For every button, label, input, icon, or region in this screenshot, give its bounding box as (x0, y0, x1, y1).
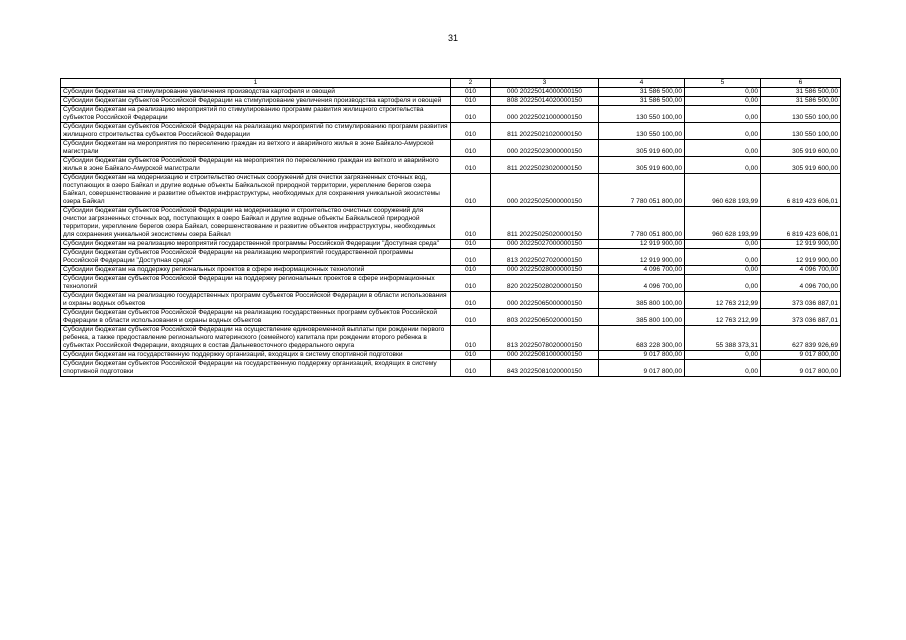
row-col6: 373 036 887,01 (761, 309, 841, 326)
row-col2: 010 (451, 351, 491, 360)
table-row (61, 123, 841, 140)
row-name: Субсидии бюджетам на поддержку региональных проектов в сфере информационных технологий (61, 266, 451, 275)
row-col5: 0,00 (685, 275, 761, 292)
row-col4: 130 550 100,00 (599, 123, 685, 140)
row-col4: 385 800 100,00 (599, 292, 685, 309)
row-col2: 010 (451, 249, 491, 266)
row-col4: 130 550 100,00 (599, 106, 685, 123)
row-col5: 0,00 (685, 360, 761, 377)
row-col4: 7 780 051 800,00 (599, 174, 685, 207)
row-col5: 55 388 373,31 (685, 326, 761, 351)
table-row (61, 174, 841, 207)
row-col5: 0,00 (685, 351, 761, 360)
row-col4: 385 800 100,00 (599, 309, 685, 326)
row-col5: 12 763 212,99 (685, 292, 761, 309)
table-row (61, 292, 841, 309)
row-code: 811 20225023020000150 (491, 157, 599, 174)
header-col-6: 6 (761, 79, 841, 88)
table-row (61, 266, 841, 275)
row-col5: 0,00 (685, 240, 761, 249)
row-code: 000 20225023000000150 (491, 140, 599, 157)
table-row (61, 157, 841, 174)
row-col2: 010 (451, 292, 491, 309)
row-code: 000 20225021000000150 (491, 106, 599, 123)
row-col4: 4 096 700,00 (599, 266, 685, 275)
header-col-5: 5 (685, 79, 761, 88)
row-col5: 0,00 (685, 157, 761, 174)
row-code: 000 20225027000000150 (491, 240, 599, 249)
row-col5: 960 628 193,99 (685, 174, 761, 207)
row-name: Субсидии бюджетам на государственную поддержку организаций, входящих в систему спортивной подготовки (61, 351, 451, 360)
row-col5: 0,00 (685, 106, 761, 123)
row-col4: 31 586 500,00 (599, 97, 685, 106)
table-row (61, 140, 841, 157)
row-code: 811 20225025020000150 (491, 207, 599, 240)
row-code: 811 20225021020000150 (491, 123, 599, 140)
row-name: Субсидии бюджетам субъектов Российской Федерации на мероприятия по переселению граждан из ветхого и аварийного жилья в зоне Байкало-Амурской магистрали (61, 157, 451, 174)
row-name: Субсидии бюджетам субъектов Российской Федерации на поддержку региональных проектов в сфере информационных технологий (61, 275, 451, 292)
row-name: Субсидии бюджетам субъектов Российской Федерации на стимулирование увеличения производства картофеля и овощей (61, 97, 451, 106)
row-col6: 31 586 500,00 (761, 88, 841, 97)
row-col5: 0,00 (685, 123, 761, 140)
row-col5: 0,00 (685, 88, 761, 97)
row-col2: 010 (451, 326, 491, 351)
row-col2: 010 (451, 309, 491, 326)
row-code: 803 20225065020000150 (491, 309, 599, 326)
row-col4: 305 919 600,00 (599, 157, 685, 174)
row-col5: 0,00 (685, 266, 761, 275)
table-row (61, 249, 841, 266)
row-name: Субсидии бюджетам субъектов Российской Федерации на реализацию государственных программ субъектов Российской Федерации в области использования и охраны водных объектов (61, 309, 451, 326)
row-code: 000 20225014000000150 (491, 88, 599, 97)
table-row (61, 275, 841, 292)
row-col4: 12 919 900,00 (599, 240, 685, 249)
row-col2: 010 (451, 97, 491, 106)
row-name: Субсидии бюджетам на стимулирование увеличения производства картофеля и овощей (61, 88, 451, 97)
row-col4: 12 919 900,00 (599, 249, 685, 266)
row-col2: 010 (451, 266, 491, 275)
row-code: 000 20225025000000150 (491, 174, 599, 207)
row-col6: 6 819 423 606,01 (761, 207, 841, 240)
row-col2: 010 (451, 140, 491, 157)
row-name: Субсидии бюджетам на реализацию государственных программ субъектов Российской Федерации в области использования и охраны водных объектов (61, 292, 451, 309)
row-col2: 010 (451, 88, 491, 97)
row-code: 000 20225081000000150 (491, 351, 599, 360)
row-col6: 4 096 700,00 (761, 266, 841, 275)
row-col5: 960 628 193,99 (685, 207, 761, 240)
table-body (61, 88, 841, 377)
header-row (61, 79, 841, 88)
row-name: Субсидии бюджетам на модернизацию и строительство очистных сооружений для очистки загрязненных сточных вод, поступающих в озеро Байкал и другие водные объекты Байкальской природной территории, укрепление берегов озера Байкал, совершенствование и развитие объектов инфраструктуры, необходимых для сохранения уникальной экосистемы озера Байкал (61, 174, 451, 207)
budget-table (60, 78, 841, 377)
row-col6: 6 819 423 606,01 (761, 174, 841, 207)
row-code: 813 20225078020000150 (491, 326, 599, 351)
row-col6: 12 919 900,00 (761, 249, 841, 266)
row-name: Субсидии бюджетам на мероприятия по переселению граждан из ветхого и аварийного жилья в зоне Байкало-Амурской магистрали (61, 140, 451, 157)
row-col6: 130 550 100,00 (761, 123, 841, 140)
row-name: Субсидии бюджетам субъектов Российской Федерации на модернизацию и строительство очистных сооружений для очистки загрязненных сточных вод, поступающих в озеро Байкал и другие водные объекты Байкальской природной территории, укрепление берегов озера Байкал, совершенствование и развитие объектов инфраструктуры, необходимых для сохранения уникальной экосистемы озера Байкал (61, 207, 451, 240)
row-col5: 0,00 (685, 249, 761, 266)
table-row (61, 309, 841, 326)
row-col2: 010 (451, 174, 491, 207)
row-code: 843 20225081020000150 (491, 360, 599, 377)
row-name: Субсидии бюджетам на реализацию мероприятий государственной программы Российской Федерации "Доступная среда" (61, 240, 451, 249)
table-row (61, 88, 841, 97)
row-name: Субсидии бюджетам субъектов Российской Федерации на осуществление единовременной выплаты при рождении первого ребенка, а также предоставление регионального материнского (семейного) капитала при рождении второго ребенка в субъектах Российской Федерации, входящих в состав Дальневосточного федерального округа (61, 326, 451, 351)
row-col5: 12 763 212,99 (685, 309, 761, 326)
row-col6: 305 919 600,00 (761, 157, 841, 174)
row-col6: 9 017 800,00 (761, 351, 841, 360)
row-col6: 31 586 500,00 (761, 97, 841, 106)
row-col6: 305 919 600,00 (761, 140, 841, 157)
row-code: 813 20225027020000150 (491, 249, 599, 266)
row-col6: 373 036 887,01 (761, 292, 841, 309)
table-header (61, 79, 841, 88)
row-code: 808 20225014020000150 (491, 97, 599, 106)
table-row (61, 106, 841, 123)
page-number: 31 (447, 33, 458, 43)
row-name: Субсидии бюджетам субъектов Российской Федерации на реализацию мероприятий по стимулированию программ развития жилищного строительства субъектов Российской Федерации (61, 123, 451, 140)
row-name: Субсидии бюджетам субъектов Российской Федерации на государственную поддержку организаций, входящих в систему спортивной подготовки (61, 360, 451, 377)
row-col2: 010 (451, 207, 491, 240)
row-col4: 4 096 700,00 (599, 275, 685, 292)
header-col-2: 2 (451, 79, 491, 88)
row-code: 000 20225028000000150 (491, 266, 599, 275)
row-col2: 010 (451, 360, 491, 377)
table-row (61, 97, 841, 106)
row-col6: 12 919 900,00 (761, 240, 841, 249)
row-code: 000 20225065000000150 (491, 292, 599, 309)
row-col6: 9 017 800,00 (761, 360, 841, 377)
row-code: 820 20225028020000150 (491, 275, 599, 292)
table-row (61, 351, 841, 360)
row-col4: 9 017 800,00 (599, 360, 685, 377)
row-col4: 9 017 800,00 (599, 351, 685, 360)
row-col2: 010 (451, 275, 491, 292)
header-col-3: 3 (491, 79, 599, 88)
row-col6: 627 839 926,69 (761, 326, 841, 351)
table-row (61, 240, 841, 249)
row-name: Субсидии бюджетам субъектов Российской Федерации на реализацию мероприятий государственной программы Российской Федерации "Доступная среда" (61, 249, 451, 266)
header-col-4: 4 (599, 79, 685, 88)
table-row (61, 360, 841, 377)
row-col4: 683 228 300,00 (599, 326, 685, 351)
row-name: Субсидии бюджетам на реализацию мероприятий по стимулированию программ развития жилищного строительства субъектов Российской Федерации (61, 106, 451, 123)
row-col6: 130 550 100,00 (761, 106, 841, 123)
row-col5: 0,00 (685, 140, 761, 157)
header-col-1: 1 (61, 79, 451, 88)
row-col4: 7 780 051 800,00 (599, 207, 685, 240)
row-col2: 010 (451, 123, 491, 140)
row-col6: 4 096 700,00 (761, 275, 841, 292)
row-col4: 305 919 600,00 (599, 140, 685, 157)
table-row (61, 326, 841, 351)
row-col4: 31 586 500,00 (599, 88, 685, 97)
row-col2: 010 (451, 157, 491, 174)
row-col2: 010 (451, 240, 491, 249)
table-row (61, 207, 841, 240)
row-col2: 010 (451, 106, 491, 123)
row-col5: 0,00 (685, 97, 761, 106)
